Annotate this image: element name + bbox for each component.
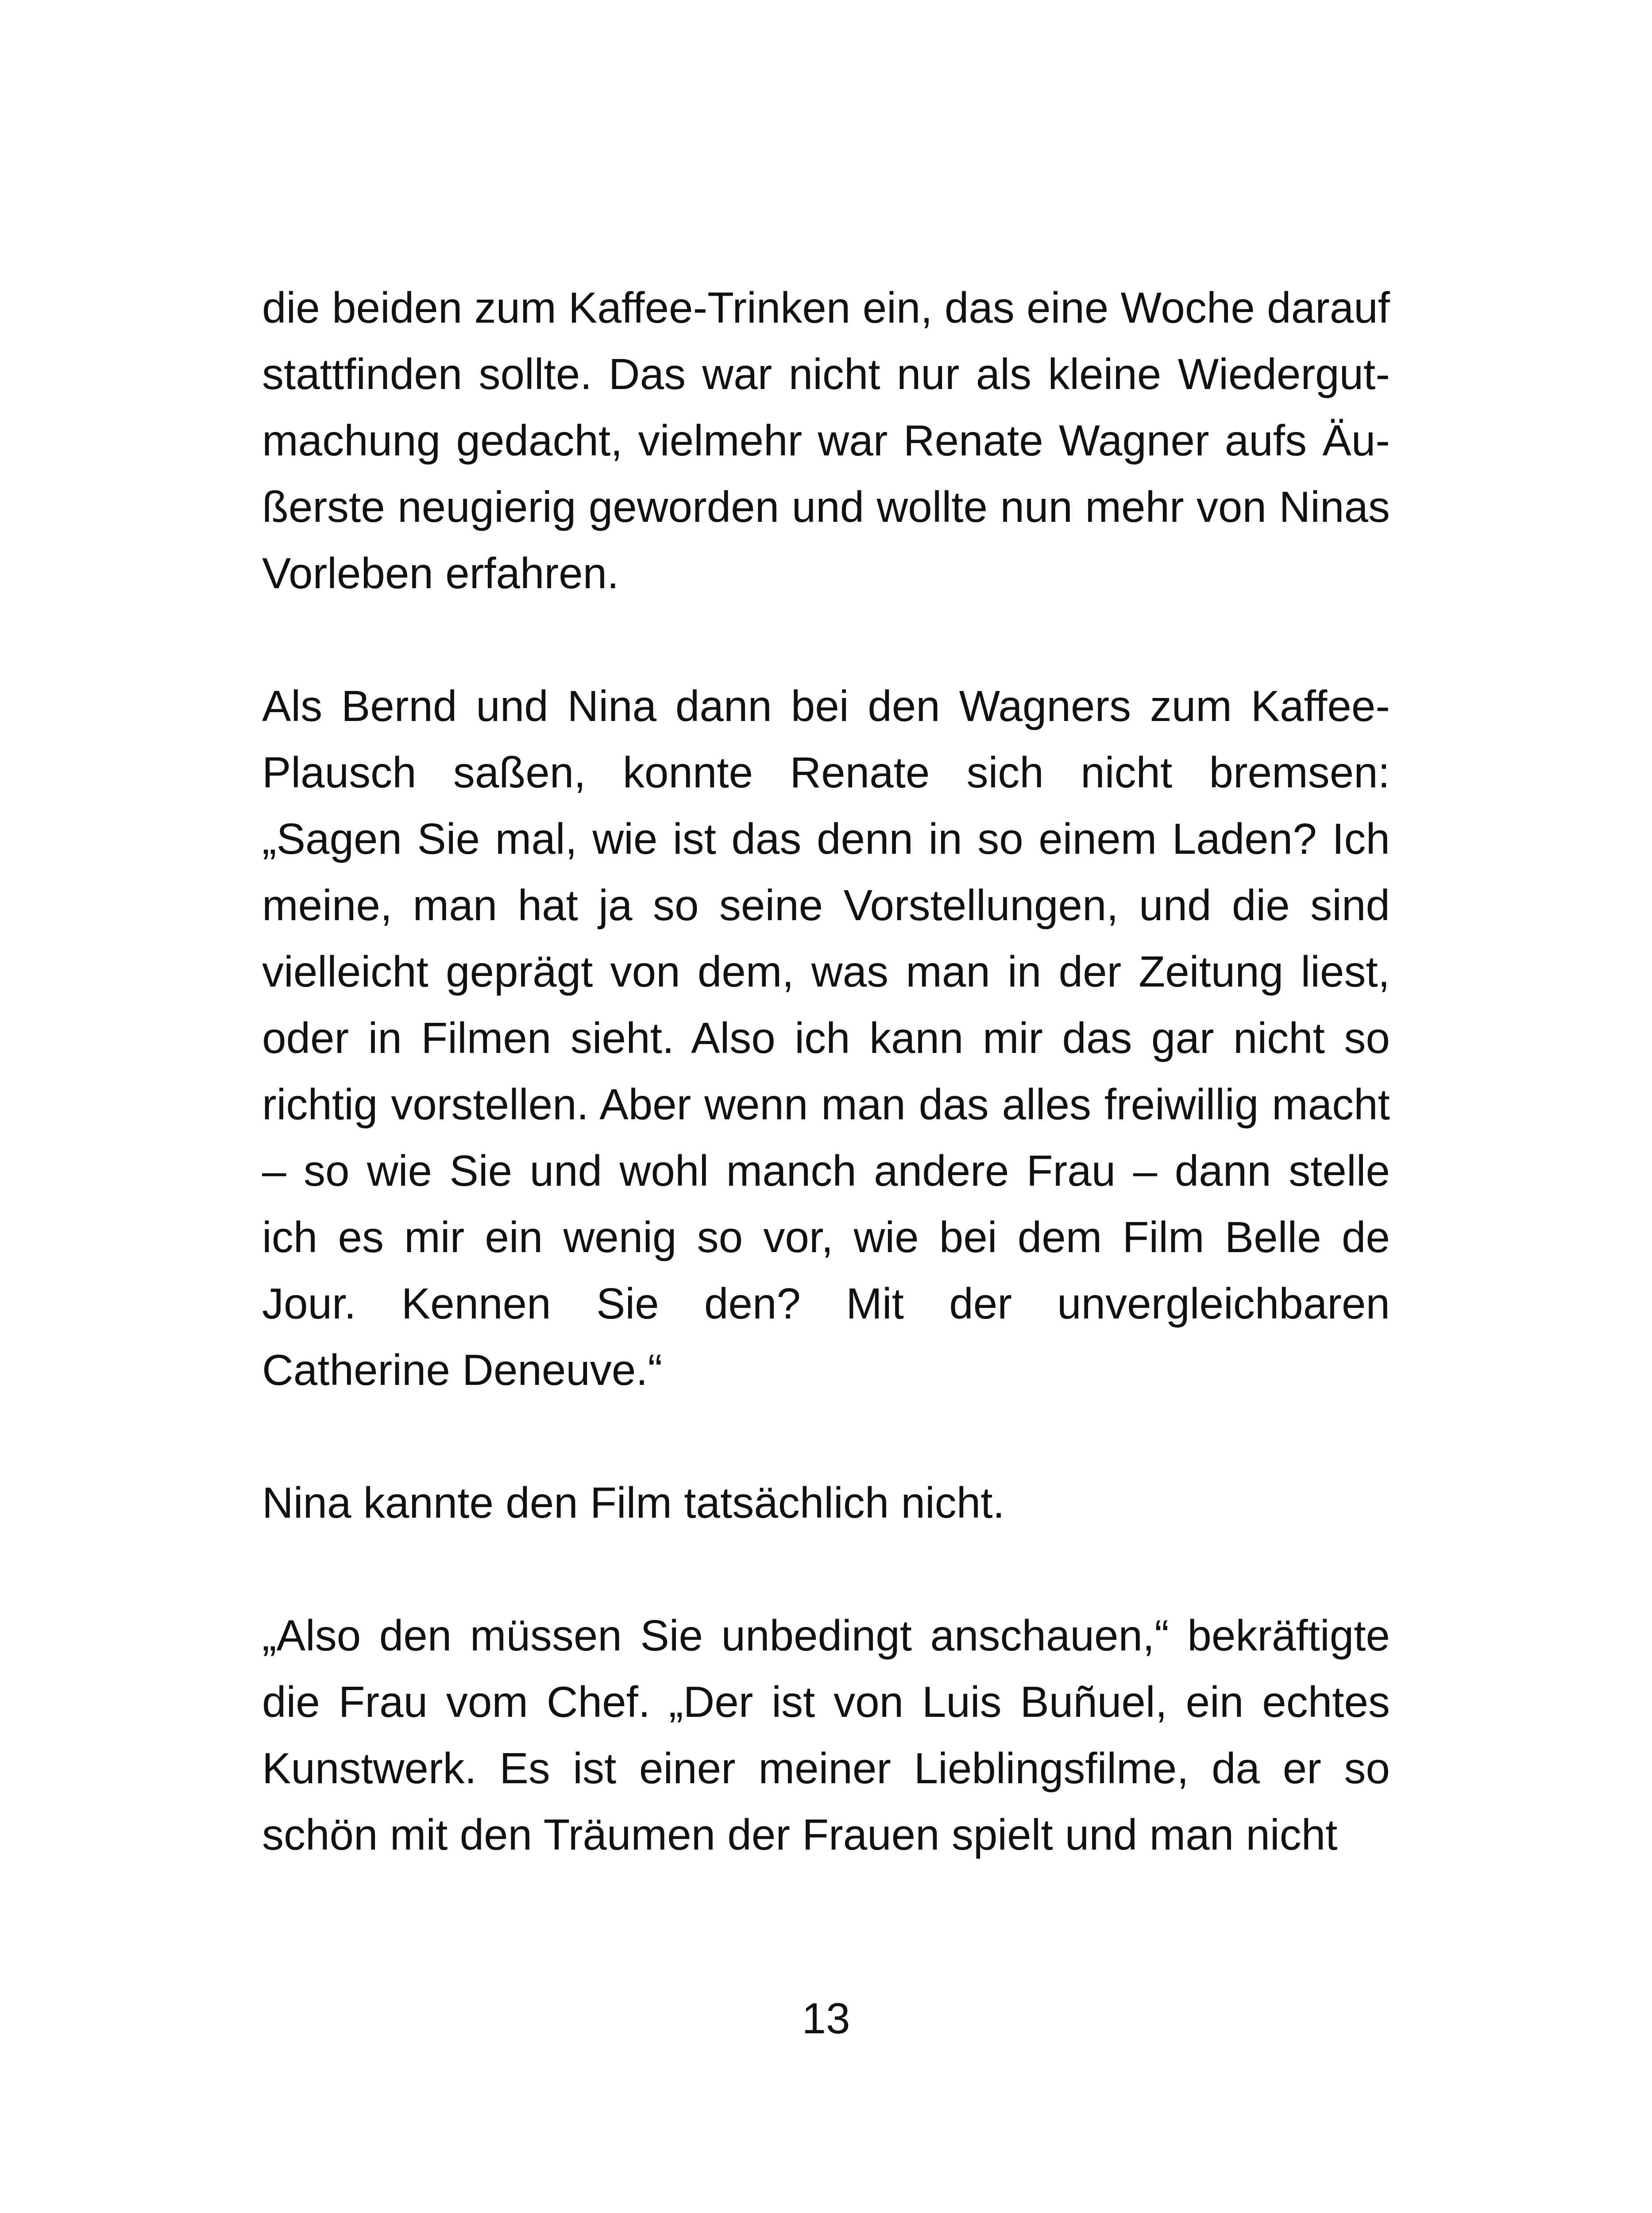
- page-number: 13: [802, 1994, 850, 2043]
- paragraph-1: die beiden zum Kaffee-Trinken ein, das eine Woche darauf stattfinden sollte. Das war nicht nur als kleine Wiedergut-machung gedacht, vielmehr war Renate Wagner aufs Äu-ßerste neugierig geworden und wollte nun mehr von Ninas Vorleben erfahren.: [262, 283, 1390, 598]
- paragraph-3: Nina kannte den Film tatsächlich nicht.: [262, 1478, 1005, 1527]
- paragraph-4: „Also den müssen Sie unbedingt anschauen,“ bekräftigte die Frau vom Chef. „Der ist von Luis Buñuel, ein echtes Kunstwerk. Es ist einer meiner Lieblingsfilme, da er so schön mit den Träumen der Frauen spielt und man nicht: [262, 1611, 1390, 1859]
- body-text: [262, 274, 1390, 1868]
- paragraph-2: Als Bernd und Nina dann bei den Wagners zum Kaffee-Plausch saßen, konnte Renate sich nicht bremsen: „Sagen Sie mal, wie ist das denn in so einem Laden? Ich meine, man hat ja so seine Vorstellungen, und die sind vielleicht geprägt von dem, was man in der Zeitung liest, oder in Filmen sieht. Also ich kann mir das gar nicht so richtig vorstellen. Aber wenn man das alles freiwillig macht – so wie Sie und wohl manch andere Frau – dann stelle ich es mir ein wenig so vor, wie bei dem Film Belle de Jour. Kennen Sie den? Mit der unvergleichbaren Catherine Deneuve.“: [262, 682, 1390, 1394]
